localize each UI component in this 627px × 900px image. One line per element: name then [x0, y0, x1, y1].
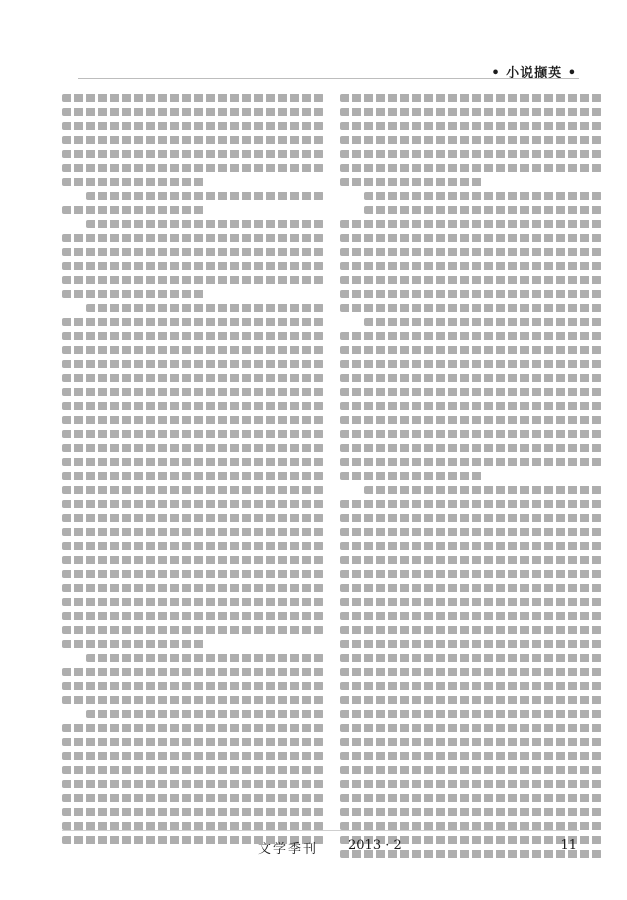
- text-line: [62, 458, 324, 466]
- page-footer: [0, 838, 627, 860]
- text-line: [62, 766, 324, 774]
- text-line: [340, 514, 602, 522]
- text-line: [364, 206, 602, 214]
- text-line: [86, 710, 324, 718]
- text-line: [340, 696, 602, 704]
- text-line: [86, 192, 324, 200]
- text-line: [62, 542, 324, 550]
- text-line: [340, 724, 602, 732]
- text-line: [340, 528, 602, 536]
- text-line: [340, 500, 602, 508]
- text-line: [340, 374, 602, 382]
- text-line: [62, 416, 324, 424]
- text-line: [62, 402, 324, 410]
- text-line: [364, 486, 602, 494]
- text-line: [86, 654, 324, 662]
- text-line: [62, 164, 324, 172]
- text-line: [62, 332, 324, 340]
- text-line: [340, 542, 602, 550]
- text-line: [340, 220, 602, 228]
- text-line: [340, 570, 602, 578]
- text-line: [86, 304, 324, 312]
- text-line: [62, 696, 324, 704]
- text-line: [62, 668, 324, 676]
- text-line: [340, 416, 602, 424]
- text-line: [340, 710, 602, 718]
- text-line: [340, 122, 602, 130]
- text-line: [62, 584, 324, 592]
- text-line: [62, 570, 324, 578]
- text-line: [62, 122, 324, 130]
- text-line: [340, 150, 602, 158]
- text-line: [340, 262, 602, 270]
- text-line: [62, 108, 324, 116]
- body-text-right-column: [340, 94, 602, 858]
- section-label: • 小说撷英 •: [491, 66, 577, 81]
- text-line: [340, 654, 602, 662]
- text-line: [340, 752, 602, 760]
- text-line: [340, 822, 602, 830]
- text-line: [340, 248, 602, 256]
- text-line: [62, 794, 324, 802]
- text-line: [340, 178, 484, 186]
- text-line: [62, 514, 324, 522]
- text-line: [62, 374, 324, 382]
- text-line: [62, 556, 324, 564]
- text-line: [340, 794, 602, 802]
- text-line: [62, 724, 324, 732]
- text-line: [62, 94, 324, 102]
- text-line: [62, 290, 206, 298]
- text-line: [340, 766, 602, 774]
- issue-label: 2013 · 2: [348, 838, 402, 853]
- text-line: [62, 472, 324, 480]
- text-line: [62, 528, 324, 536]
- text-line: [62, 206, 206, 214]
- text-line: [340, 808, 602, 816]
- text-line: [62, 598, 324, 606]
- text-line: [62, 612, 324, 620]
- text-line: [364, 192, 602, 200]
- text-line: [340, 584, 602, 592]
- header-divider: [78, 78, 579, 79]
- body-text-left-column: [62, 94, 324, 844]
- text-line: [340, 626, 602, 634]
- text-line: [340, 556, 602, 564]
- text-line: [340, 598, 602, 606]
- text-line: [62, 640, 206, 648]
- text-line: [62, 626, 324, 634]
- text-line: [340, 332, 602, 340]
- text-line: [340, 304, 602, 312]
- text-line: [62, 136, 324, 144]
- text-line: [340, 430, 602, 438]
- text-line: [62, 346, 324, 354]
- text-line: [340, 136, 602, 144]
- text-line: [340, 346, 602, 354]
- text-line: [340, 276, 602, 284]
- text-line: [62, 444, 324, 452]
- text-line: [62, 360, 324, 368]
- text-line: [62, 178, 206, 186]
- text-line: [340, 640, 602, 648]
- text-line: [62, 262, 324, 270]
- page-number: 11: [560, 838, 577, 853]
- text-line: [62, 486, 324, 494]
- text-line: [62, 248, 324, 256]
- text-line: [62, 388, 324, 396]
- text-line: [340, 682, 602, 690]
- text-line: [62, 276, 324, 284]
- journal-title: 文学季刊: [258, 842, 319, 857]
- text-line: [62, 430, 324, 438]
- text-line: [340, 668, 602, 676]
- text-line: [340, 164, 602, 172]
- text-line: [340, 612, 602, 620]
- text-line: [62, 318, 324, 326]
- text-line: [364, 318, 602, 326]
- text-line: [340, 388, 602, 396]
- text-line: [340, 780, 602, 788]
- text-line: [340, 234, 602, 242]
- text-line: [62, 150, 324, 158]
- text-line: [340, 444, 602, 452]
- text-line: [340, 360, 602, 368]
- text-line: [62, 234, 324, 242]
- text-line: [86, 220, 324, 228]
- text-line: [62, 682, 324, 690]
- text-line: [340, 738, 602, 746]
- text-line: [340, 472, 484, 480]
- text-line: [62, 752, 324, 760]
- footer-divider: [62, 830, 579, 831]
- text-line: [340, 108, 602, 116]
- text-line: [340, 458, 602, 466]
- text-line: [62, 738, 324, 746]
- text-line: [340, 402, 602, 410]
- text-line: [62, 500, 324, 508]
- text-line: [62, 808, 324, 816]
- text-line: [340, 94, 602, 102]
- text-line: [340, 290, 602, 298]
- text-line: [62, 780, 324, 788]
- text-line: [62, 822, 324, 830]
